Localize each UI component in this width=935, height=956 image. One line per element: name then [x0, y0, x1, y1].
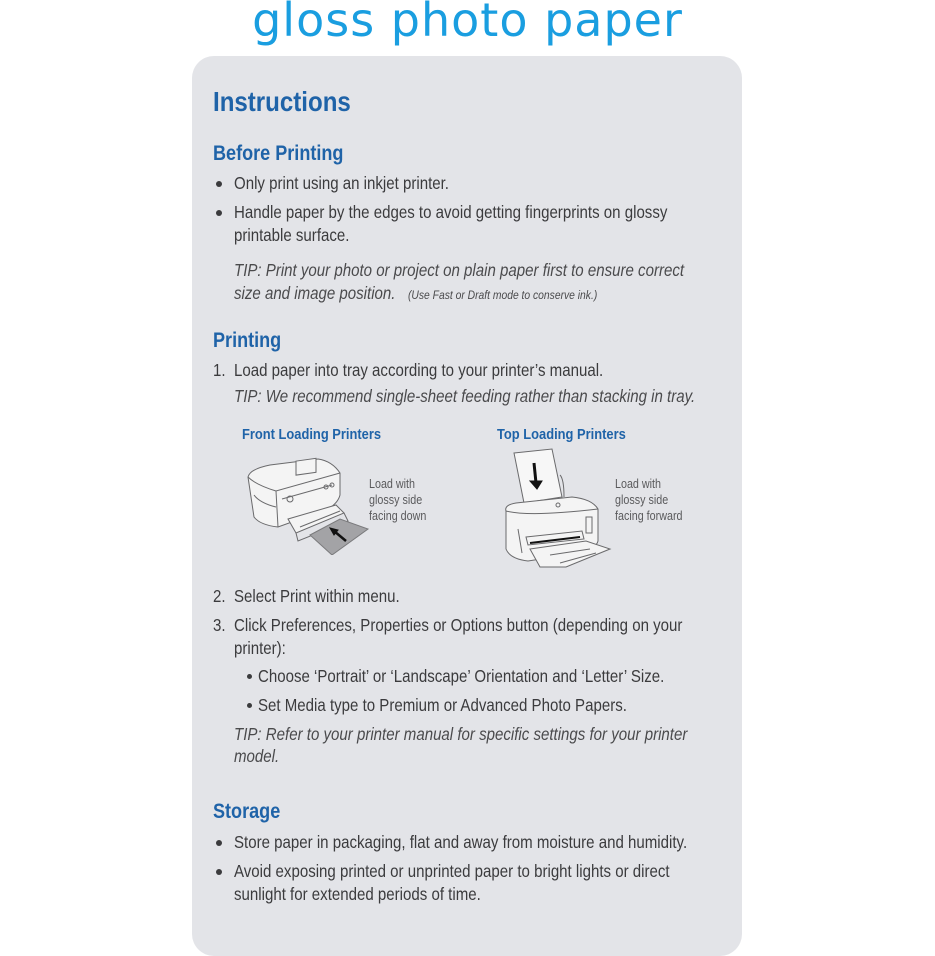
instructions-heading: Instructions	[213, 86, 351, 117]
sub-list-item: Choose ‘Portrait’ or ‘Landscape’ Orientation and ‘Letter’ Size.	[258, 666, 665, 686]
step-number: 2.	[213, 586, 226, 606]
bullet-dot	[247, 703, 252, 708]
front-loading-caption: Load with glossy side facing down	[369, 477, 427, 523]
tip-text: TIP: Refer to your printer manual for specific settings for your printer	[234, 724, 688, 744]
tip-note: (Use Fast or Draft mode to conserve ink.)	[408, 288, 598, 302]
top-loading-caption: Load with glossy side facing forward	[615, 477, 683, 523]
step-number: 3.	[213, 615, 226, 635]
bullet-dot	[216, 210, 222, 216]
top-loading-printer-icon	[500, 445, 620, 570]
tip-text: TIP: Print your photo or project on plain paper first to ensure correct	[234, 260, 685, 280]
printing-heading: Printing	[213, 329, 282, 352]
step-number: 1.	[213, 360, 226, 380]
bullet-dot	[247, 674, 252, 679]
storage-heading: Storage	[213, 800, 281, 823]
front-loading-heading: Front Loading Printers	[242, 426, 382, 443]
list-item-continuation: sunlight for extended periods of time.	[234, 884, 481, 904]
list-item: Handle paper by the edges to avoid getting fingerprints on glossy	[234, 202, 668, 222]
list-item: Avoid exposing printed or unprinted paper to bright lights or direct	[234, 861, 670, 881]
tip-text: model.	[234, 746, 280, 766]
bullet-dot	[216, 869, 222, 875]
top-loading-heading: Top Loading Printers	[497, 426, 626, 443]
tip-text: size and image position.	[234, 283, 396, 303]
bullet-dot	[216, 181, 222, 187]
before-printing-heading: Before Printing	[213, 142, 344, 165]
step-text: Select Print within menu.	[234, 586, 400, 606]
tip-text: TIP: We recommend single-sheet feeding rather than stacking in tray.	[234, 386, 696, 406]
list-item: Only print using an inkjet printer.	[234, 173, 449, 193]
step-text: Click Preferences, Properties or Options button (depending on your	[234, 615, 683, 635]
bullet-dot	[216, 840, 222, 846]
front-loading-printer-icon	[240, 455, 370, 555]
step-text: Load paper into tray according to your printer’s manual.	[234, 360, 604, 380]
list-item: Store paper in packaging, flat and away from moisture and humidity.	[234, 832, 688, 852]
sub-list-item: Set Media type to Premium or Advanced Photo Papers.	[258, 695, 627, 715]
step-text-continuation: printer):	[234, 638, 286, 658]
list-item-continuation: printable surface.	[234, 225, 350, 245]
page-title: gloss photo paper	[252, 0, 683, 47]
